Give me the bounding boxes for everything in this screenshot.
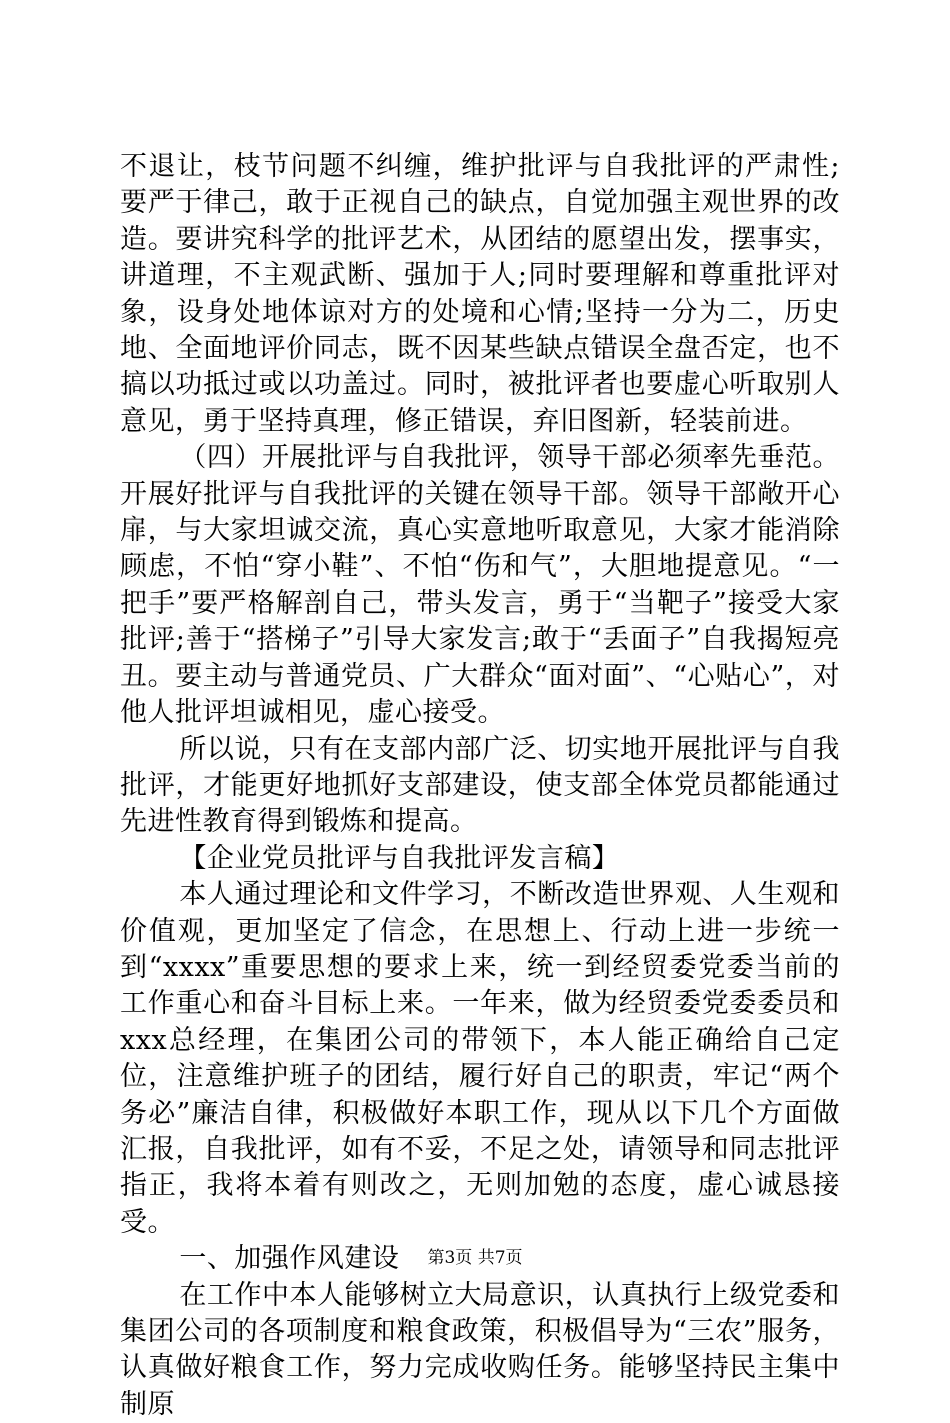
- page-number-footer: 第3页 共7页: [427, 1248, 523, 1268]
- paragraph-5: 本人通过理论和文件学习，不断改造世界观、人生观和价值观，更加坚定了信念，在思想上、行动上进一步统一到“xxxx”重要思想的要求上来，统一到经贸委党委当前的工作重心和奋斗目标上来。一年来，做为经贸委党委委员和xxx总经理，在集团公司的带领下，本人能正确给自己定位，注意维护班子的团结，履行好自己的职责，牢记“两个务必”廉洁自律，积极做好本职工作，现从以下几个方面做汇报，自我批评，如有不妥，不足之处，请领导和同志批评指正，我将本着有则改之，无则加勉的态度，虚心诚恳接受。: [120, 879, 840, 1238]
- paragraph-2: （四）开展批评与自我批评，领导干部必须率先垂范。开展好批评与自我批评的关键在领导干部。领导干部敞开心扉，与大家坦诚交流，真心实意地听取意见，大家才能消除顾虑，不怕“穿小鞋”、不怕“伤和气”，大胆地提意见。“一把手”要严格解剖自己，带头发言，勇于“当靶子”接受大家批评;善于“搭梯子”引导大家发言;敢于“丢面子”自我揭短亮丑。要主动与普通党员、广大群众“面对面”、“心贴心”，对他人批评坦诚相见，虚心接受。: [120, 442, 840, 729]
- paragraph-3: 所以说，只有在支部内部广泛、切实地开展批评与自我批评，才能更好地抓好支部建设，使支部全体党员都能通过先进性教育得到锻炼和提高。: [120, 733, 840, 838]
- paragraph-7: 在工作中本人能够树立大局意识，认真执行上级党委和集团公司的各项制度和粮食政策，积极倡导为“三农”服务，认真做好粮食工作，努力完成收购任务。能够坚持民主集中制原: [120, 1279, 840, 1420]
- paragraph-1: 不退让，枝节问题不纠缠，维护批评与自我批评的严肃性;要严于律己，敢于正视自己的缺点，自觉加强主观世界的改造。要讲究科学的批评艺术，从团结的愿望出发，摆事实，讲道理，不主观武断、强加于人;同时要理解和尊重批评对象，设身处地体谅对方的处境和心情;坚持一分为二，历史地、全面地评价同志，既不因某些缺点错误全盘否定，也不搞以功抵过或以功盖过。同时，被批评者也要虚心听取别人意见，勇于坚持真理，修正错误，弃旧图新，轻装前进。: [120, 151, 840, 437]
- document-body: [120, 149, 840, 1423]
- section-heading-speech-title: 【企业党员批评与自我批评发言稿】: [179, 842, 620, 874]
- section-heading-style-building: 一、加强作风建设: [179, 1243, 400, 1275]
